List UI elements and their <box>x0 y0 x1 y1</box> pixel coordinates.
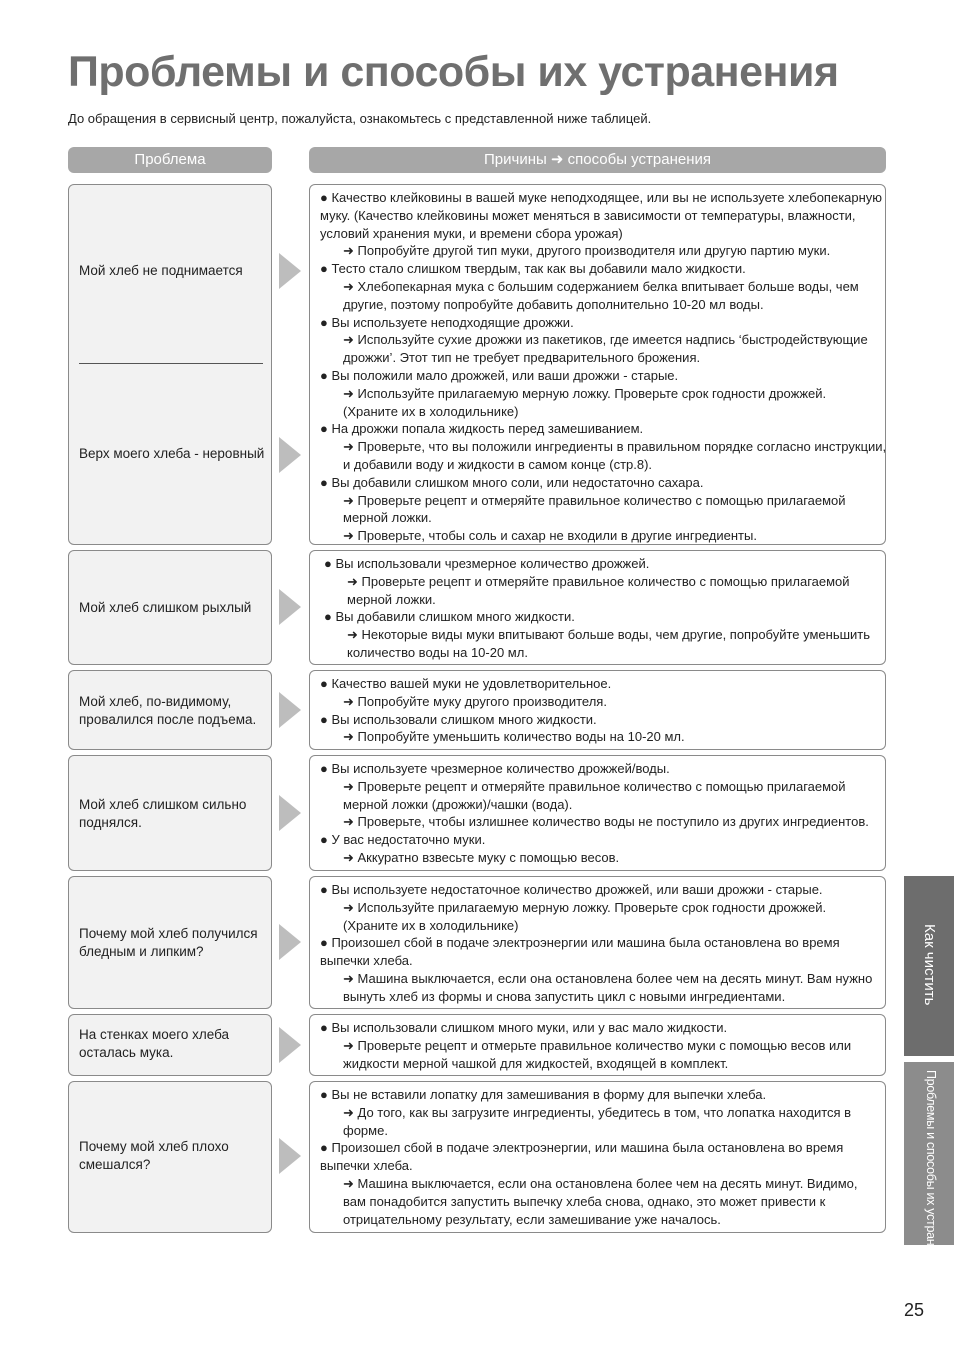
problem-cell <box>68 876 272 1009</box>
row-arrow-icon <box>279 589 301 625</box>
row-arrow-icon <box>279 253 301 289</box>
header-causes: Причины ➜ способы устранения <box>309 147 886 173</box>
fix-continuation: (Храните их в холодильнике) <box>343 403 519 419</box>
problem-label: Мой хлеб не поднимается <box>79 263 243 278</box>
cause-line: ● Вы используете чрезмерное количество дрожжей/воды. <box>320 761 670 776</box>
fix-line: ➜ Некоторые виды муки впитывают больше воды, чем другие, попробуйте уменьшить <box>347 627 871 643</box>
cause-line: ● Вы добавили слишком много жидкости. <box>324 609 575 625</box>
page-number: 25 <box>904 1300 925 1320</box>
problem-divider <box>79 363 263 364</box>
cause-line: ● Произошел сбой в подаче электроэнергии, или машина была остановлена во время <box>320 1140 844 1156</box>
fix-line: ➜ Проверьте, что вы положили ингредиенты в правильном порядке согласно инструкции, <box>343 439 887 455</box>
fix-line: ➜ Попробуйте уменьшить количество воды на 10-20 мл. <box>343 729 685 745</box>
fix-line: ➜ Аккуратно взвесьте муку с помощью весов. <box>343 849 620 865</box>
fix-line: ➜ Проверьте рецепт и отмеряйте правильное количество с помощью прилагаемой <box>347 573 850 589</box>
fix-line: ➜ Попробуйте другой тип муки, другого производителя или другую партию муки. <box>343 243 831 259</box>
cause-line: ● Произошел сбой в подаче электроэнергии или машина была остановлена во время <box>320 935 840 951</box>
fix-continuation: мерной ложки. <box>343 510 432 526</box>
solution-cell <box>309 1081 886 1233</box>
problem-cell <box>68 550 272 665</box>
fix-line: ➜ Машина выключается, если она остановлена более чем на десять минут. Вам нужно <box>343 970 873 986</box>
solution-cell <box>309 550 886 665</box>
fix-line: ➜ Проверьте рецепт и отмерьте правильное количество муки с помощью весов или <box>343 1037 852 1053</box>
fix-continuation: мерной ложки (дрожжи)/чашки (вода). <box>343 796 573 812</box>
fix-continuation: другие, поэтому попробуйте добавить дополнительно 10-20 мл воды. <box>343 296 764 312</box>
fix-continuation: жидкости мерной чашкой для жидкостей, входящей в комплект. <box>343 1055 729 1071</box>
fix-continuation: количество воды на 10-20 мл. <box>347 644 528 660</box>
solution-cell <box>309 1014 886 1076</box>
cause-line: ● Тесто стало слишком твердым, так как вы добавили мало жидкости. <box>320 261 746 277</box>
fix-line: ➜ Машина выключается, если она остановлена более чем на десять минут. Видимо, <box>343 1175 858 1191</box>
cause-line: ● Вы использовали чрезмерное количество дрожжей. <box>324 556 650 571</box>
fix-line: ➜ Хлебопекарная мука с большим содержанием белка впитывает больше воды, чем <box>343 278 859 294</box>
cause-line: ● Вы использовали слишком много жидкости. <box>320 711 597 727</box>
fix-continuation: вам понадобится запустить выпечку хлеба снова, однако, это может привести к <box>343 1193 826 1209</box>
problem-label: На стенках моего хлеба осталась мука. <box>79 1027 230 1060</box>
row-arrow-icon <box>279 692 301 728</box>
problem-label: Мой хлеб слишком рыхлый <box>79 600 252 615</box>
page-title: Проблемы и способы их устранения <box>68 48 839 96</box>
problem-label: Мой хлеб, по-видимому, провалился после подъема. <box>79 694 257 727</box>
fix-line: ➜ Попробуйте муку другого производителя. <box>343 693 607 709</box>
row-arrow-icon <box>279 437 301 473</box>
fix-continuation: дрожжи’. Этот тип не требует предварительного брожения. <box>343 350 701 366</box>
problem-cell <box>68 184 272 545</box>
solution-cell <box>309 184 886 545</box>
problem-label: Почему мой хлеб получился бледным и липким? <box>79 926 258 959</box>
fix-line: ➜ Используйте прилагаемую мерную ложку. Проверьте срок годности дрожжей. <box>343 899 827 915</box>
fix-line: ➜ Используйте прилагаемую мерную ложку. Проверьте срок годности дрожжей. <box>343 385 827 401</box>
row-arrow-icon <box>279 1138 301 1174</box>
problem-cell <box>68 755 272 871</box>
cause-line: ● Вы добавили слишком много соли, или недостаточно сахара. <box>320 474 704 490</box>
cause-line: ● У вас недостаточно муки. <box>320 832 486 848</box>
page-subtitle: До обращения в сервисный центр, пожалуйста, ознакомьтесь с представленной ниже таблицей. <box>68 111 652 126</box>
cause-continuation: условий хранения муки, и времени сбора урожая) <box>320 225 623 241</box>
solution-cell <box>309 876 886 1009</box>
cause-continuation: выпечки хлеба. <box>320 953 413 969</box>
problem-label: Почему мой хлеб плохо смешался? <box>79 1139 229 1172</box>
header-problem: Проблема <box>68 147 272 173</box>
problem-cell <box>68 1081 272 1233</box>
cause-continuation: муку. (Качество клейковины может меняться в зависимости от температуры, влажности, <box>320 207 856 223</box>
fix-continuation: вынуть хлеб из формы и снова запустить цикл с новыми ингредиентами. <box>343 988 786 1004</box>
problem-cell <box>68 1014 272 1076</box>
cause-line: ● Вы используете неподходящие дрожжи. <box>320 314 574 330</box>
row-arrow-icon <box>279 1027 301 1063</box>
problem-label: Мой хлеб слишком сильно поднялся. <box>79 797 247 830</box>
fix-continuation: мерной ложки. <box>347 591 436 607</box>
side-tab-label: Проблемы и способы их устранения <box>924 1070 938 1272</box>
cause-continuation: выпечки хлеба. <box>320 1158 413 1174</box>
fix-continuation: (Храните их в холодильнике) <box>343 917 519 933</box>
solution-cell <box>309 670 886 750</box>
cause-line: ● Вы положили мало дрожжей, или ваши дрожжи - старые. <box>320 367 679 383</box>
side-tab-troubleshooting[interactable] <box>904 1062 954 1272</box>
problem-label: Верх моего хлеба - неровный <box>79 446 265 461</box>
side-tab-label: Как чистить <box>921 924 938 1006</box>
row-arrow-icon <box>279 795 301 831</box>
row-arrow-icon <box>279 924 301 960</box>
cause-line: ● Качество клейковины в вашей муке неподходящее, или вы не используете хлебопекарную <box>320 190 883 205</box>
fix-line: ➜ Проверьте, чтобы соль и сахар не входили в другие ингредиенты. <box>343 528 757 544</box>
fix-line: ➜ Проверьте, чтобы излишнее количество воды не поступило из других ингредиентов. <box>343 814 869 830</box>
solution-cell <box>309 755 886 871</box>
cause-line: ● На дрожжи попала жидкость перед замешиванием. <box>320 421 644 437</box>
fix-line: ➜ Используйте сухие дрожжи из пакетиков, где имеется надпись ‘быстродействующие <box>343 332 868 348</box>
cause-line: ● Вы использовали слишком много муки, или у вас мало жидкости. <box>320 1020 728 1035</box>
problem-cell <box>68 670 272 750</box>
fix-line: ➜ Проверьте рецепт и отмеряйте правильное количество с помощью прилагаемой <box>343 778 846 794</box>
cause-line: ● Качество вашей муки не удовлетворительное. <box>320 676 612 691</box>
cause-line: ● Вы используете недостаточное количество дрожжей, или ваши дрожжи - старые. <box>320 882 823 897</box>
fix-line: ➜ До того, как вы загрузите ингредиенты, убедитесь в том, что лопатка находится в <box>343 1104 852 1120</box>
fix-continuation: и добавили воду и жидкости в самом конце (стр.8). <box>343 456 653 472</box>
cause-line: ● Вы не вставили лопатку для замешивания в форму для выпечки хлеба. <box>320 1087 767 1102</box>
fix-line: ➜ Проверьте рецепт и отмеряйте правильное количество с помощью прилагаемой <box>343 492 846 508</box>
fix-continuation: форме. <box>343 1122 388 1138</box>
side-tab-how-to-clean[interactable] <box>904 876 954 1056</box>
fix-continuation: отрицательному результату, если замешивание уже началось. <box>343 1211 721 1227</box>
